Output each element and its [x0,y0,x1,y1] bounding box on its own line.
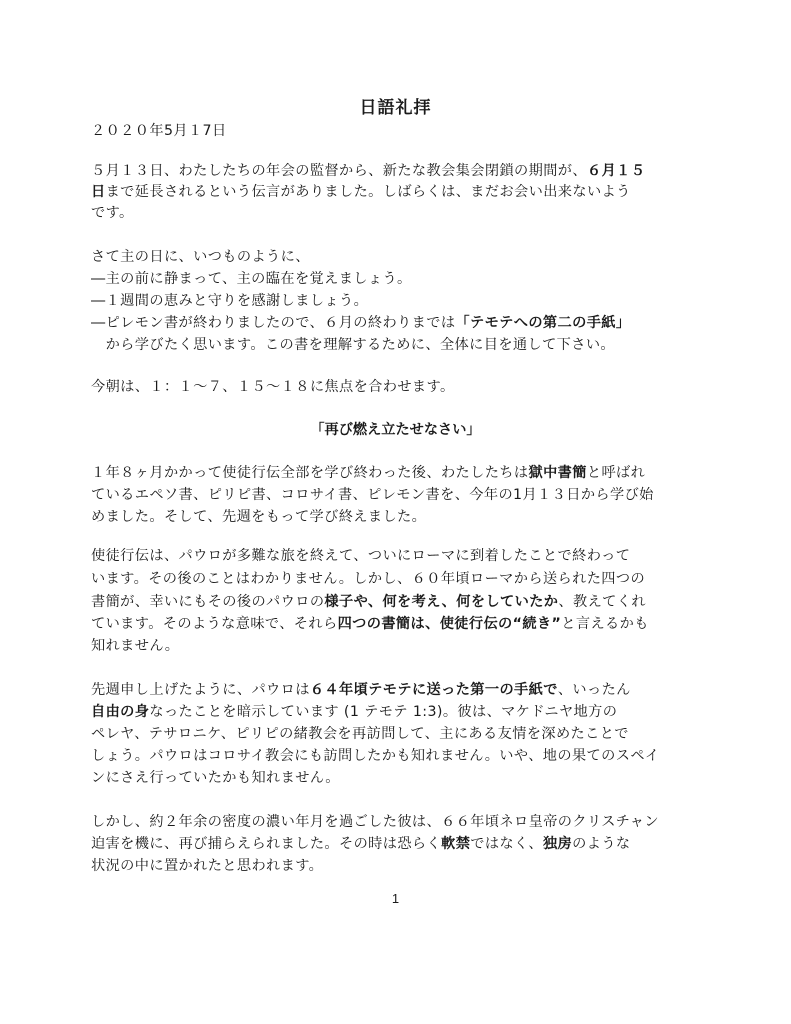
paragraph-5-line-1: 使徒行伝は、パウロが多難な旅を終えて、ついにローマに到着したことで終わって [91,548,631,564]
page-number: 1 [391,891,400,906]
date-line: ２０２０年5月１7日 [91,123,227,139]
paragraph-5-line-5: 知れません。 [91,638,180,654]
paragraph-4-line-1: １年８ヶ月かかって使徒行伝全部を学び終わった後、わたしたちは獄中書簡と呼ばれ [91,465,646,481]
paragraph-7-line-3: 状況の中に置かれたと思われます。 [91,858,324,874]
paragraph-2-line-3: ―１週間の恵みと守りを感謝しましょう。 [91,293,369,309]
paragraph-5-line-4: ています。そのような意味で、それら四つの書簡は、使徒行伝の“続き”と言えるかも [91,616,649,632]
paragraph-3: 今朝は、１：１～７、１５～１８に焦点を合わせます。 [91,379,455,395]
paragraph-7-line-2: 迫害を機に、再び捕らえられました。その時は恐らく軟禁ではなく、独房のような [91,836,631,852]
paragraph-6-line-1: 先週申し上げたように、パウロは６４年頃テモテに送った第一の手紙で、いったん [91,682,631,698]
paragraph-5-line-2: います。その後のことはわかりません。しかし、６０年頃ローマから送られた四つの [91,571,646,587]
page-title: 日語礼拝 [359,98,432,118]
paragraph-4-line-3: めました。そして、先週をもって学び終えました。 [91,509,427,525]
paragraph-6-line-5: ンにさえ行っていたかも知れません。 [91,770,340,786]
paragraph-1-line-1: ５月１３日、わたしたちの年会の監督から、新たな教会集会閉鎖の期間が、６月１５ [91,163,646,179]
paragraph-2-line-1: さて主の日に、いつものように、 [91,249,310,265]
paragraph-6-line-3: ペレヤ、テサロニケ、ピリピの緒教会を再訪問して、主にある友情を深めたことで [91,726,629,742]
paragraph-6-line-4: しょう。パウロはコロサイ教会にも訪問したかも知れません。いや、地の果てのスペイ [91,748,660,764]
paragraph-4-line-2: ているエペソ書、ピリピ書、コロサイ書、ピレモン書を、今年の1月１３日から学び始 [91,487,654,503]
paragraph-6-line-2: 自由の身なったことを暗示しています (1 テモテ 1:3)。彼は、マケドニヤ地方の [91,704,618,720]
paragraph-2-line-2: ―主の前に静まって、主の臨在を覚えましょう。 [91,271,412,287]
paragraph-2-line-4: ―ピレモン書が終わりましたので、６月の終わりまでは「テモテへの第二の手紙」 [91,315,631,331]
section-heading: 「再び燃え立たせなさい」 [310,422,481,438]
paragraph-1-line-2: 日まで延長されるという伝言がありました。しばらくは、まだお会い出来ないよう [91,184,631,200]
paragraph-2-line-5: から学びたく思います。この書を理解するために、全体に目を通して下さい。 [91,337,616,353]
paragraph-1-line-3: です。 [91,205,134,221]
paragraph-5-line-3: 書簡が、幸いにもその後のパウロの様子や、何を考え、何をしていたか、教えてくれ [91,594,646,610]
paragraph-7-line-1: しかし、約２年余の密度の濃い年月を過ごした彼は、６６年頃ネロ皇帝のクリスチャン [91,814,659,830]
